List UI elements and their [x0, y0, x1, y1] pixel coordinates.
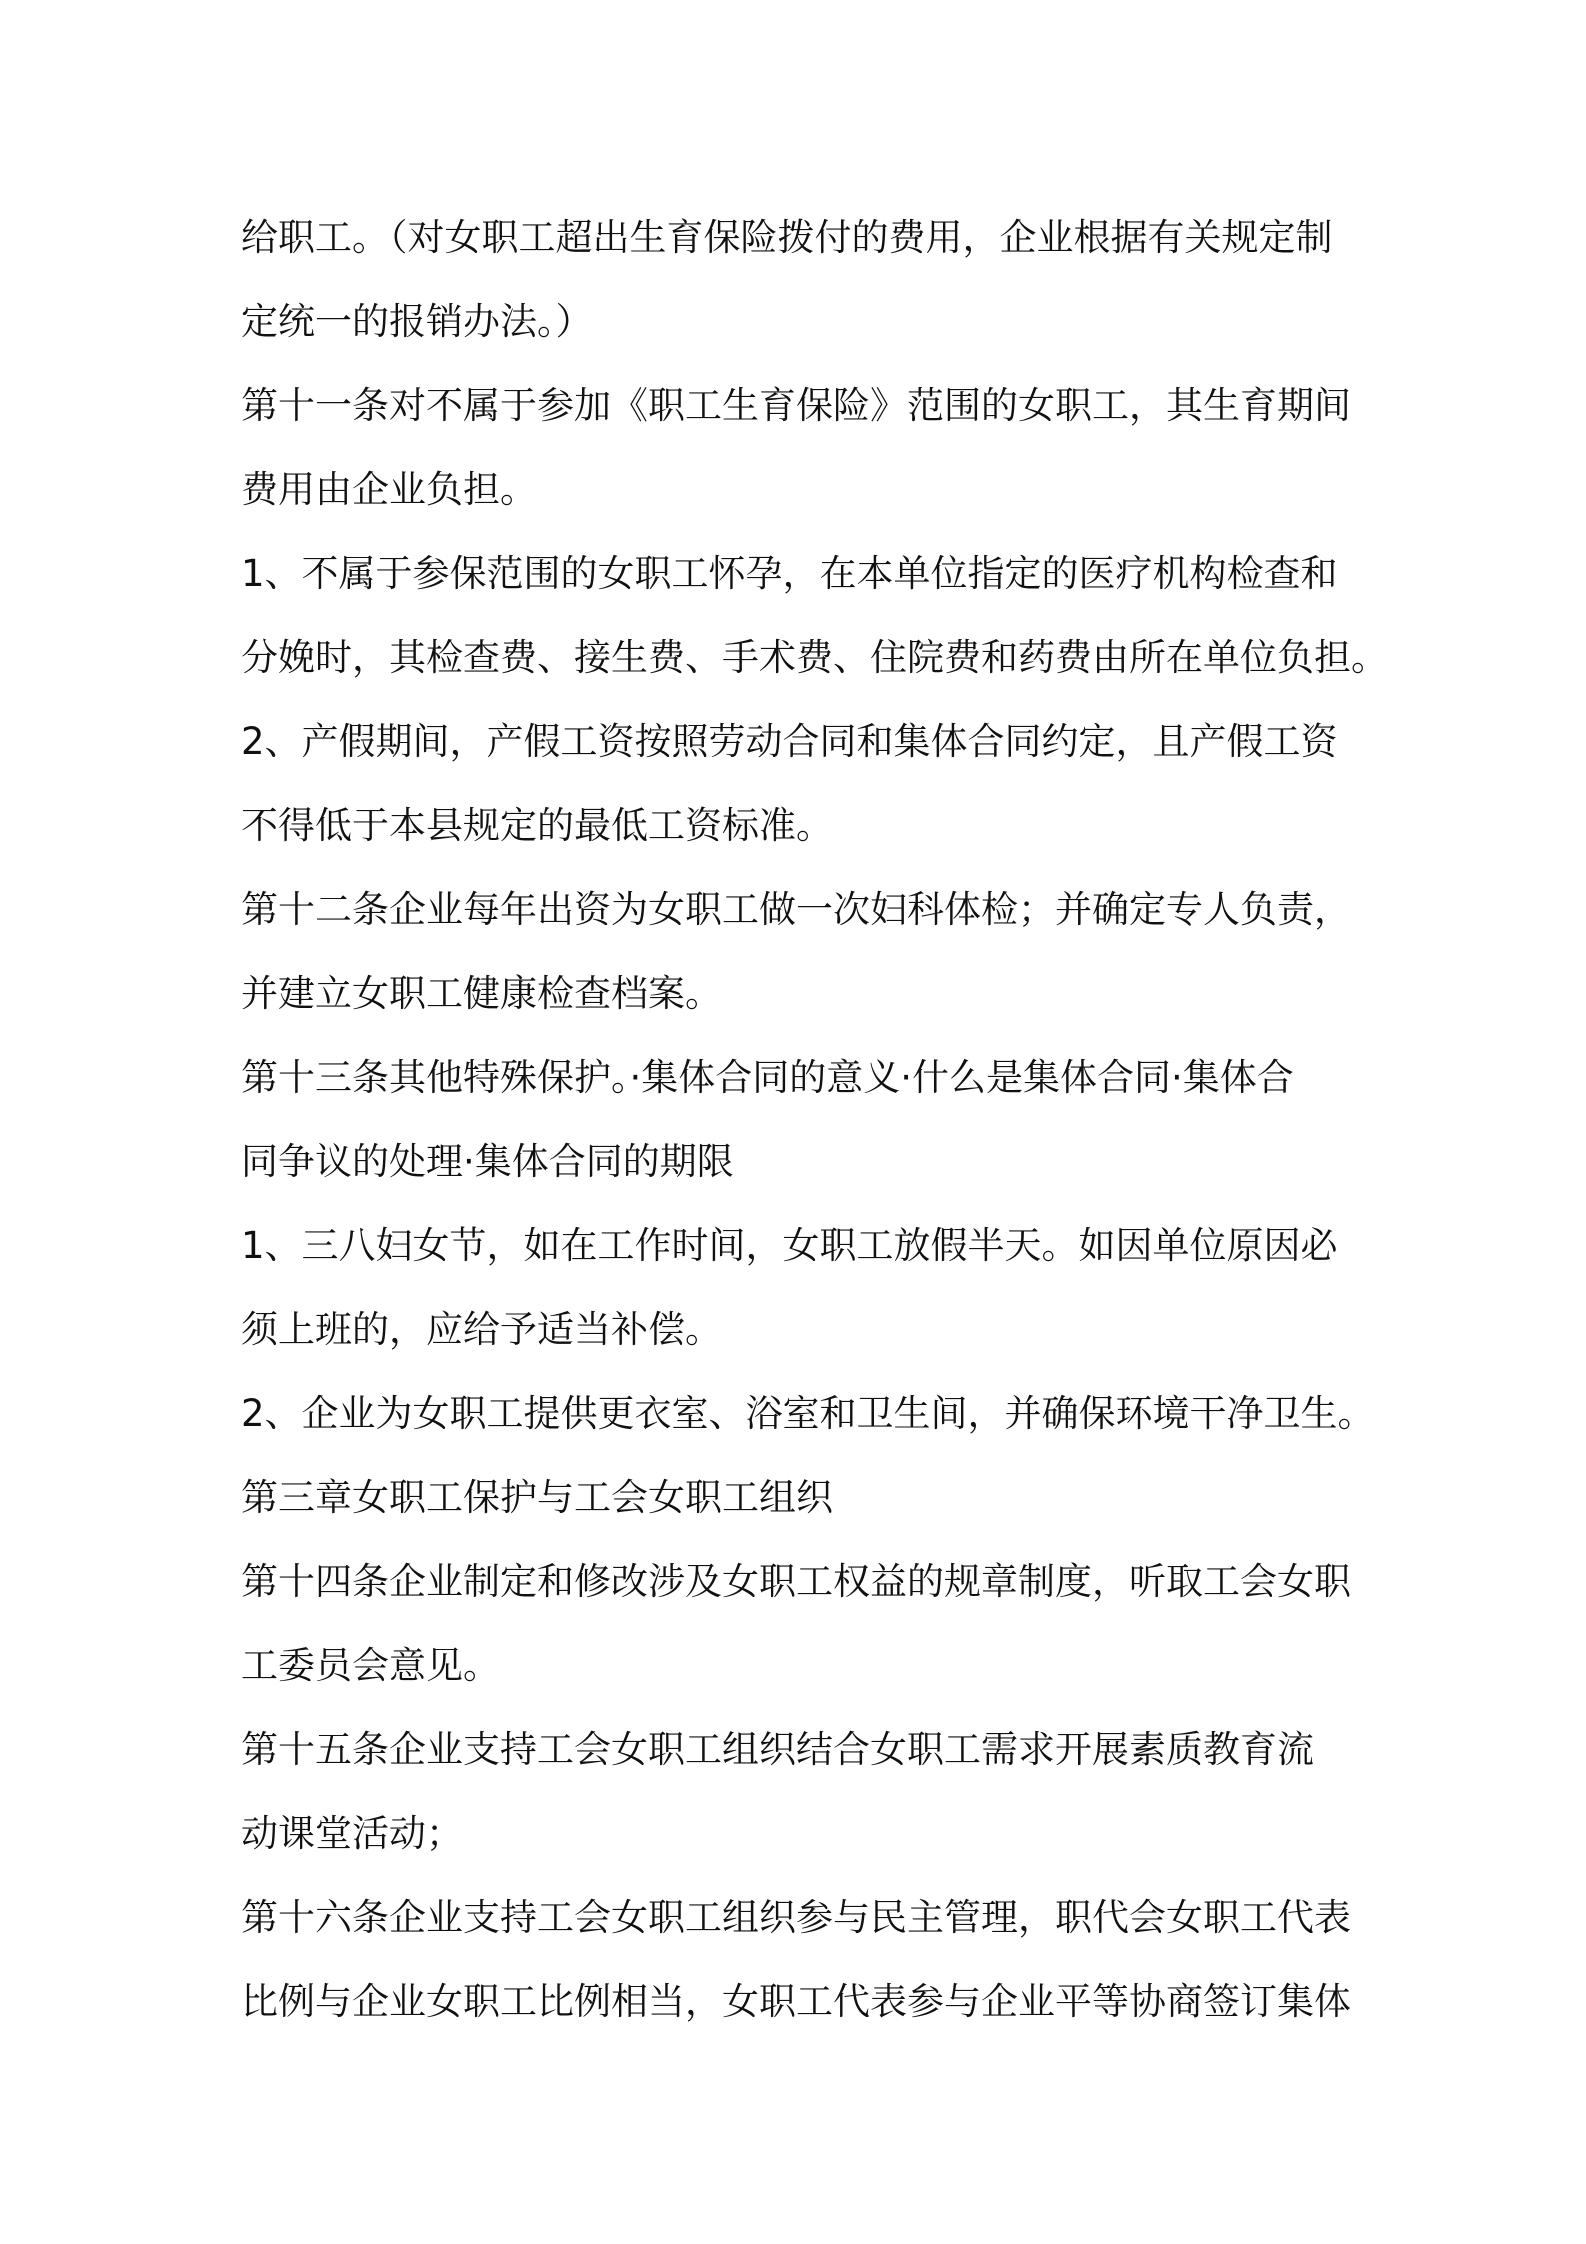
text-line: 费用由企业负担。: [241, 468, 537, 511]
text-line: 工委员会意见。: [241, 1644, 500, 1687]
list-item: 2、产假期间，产假工资按照劳动合同和集体合同约定，且产假工资: [241, 720, 1338, 763]
document-body: [241, 196, 1388, 2044]
text-line: 分娩时，其检查费、接生费、手术费、住院费和药费由所在单位负担。: [241, 636, 1388, 679]
article-12-heading: 第十二条企业每年出资为女职工做一次妇科体检；并确定专人负责，: [241, 888, 1351, 931]
list-item: 2、企业为女职工提供更衣室、浴室和卫生间，并确保环境干净卫生。: [241, 1392, 1375, 1435]
text-line: 定统一的报销办法。）: [241, 300, 593, 343]
article-15-heading: 第十五条企业支持工会女职工组织结合女职工需求开展素质教育流: [241, 1728, 1314, 1771]
text-line: 须上班的，应给予适当补偿。: [241, 1308, 722, 1351]
text-line: 比例与企业女职工比例相当，女职工代表参与企业平等协商签订集体: [241, 1980, 1351, 2023]
article-16-heading: 第十六条企业支持工会女职工组织参与民主管理，职代会女职工代表: [241, 1896, 1351, 1939]
list-item: 1、不属于参保范围的女职工怀孕，在本单位指定的医疗机构检查和: [241, 552, 1338, 595]
list-item: 1、三八妇女节，如在工作时间，女职工放假半天。如因单位原因必: [241, 1224, 1338, 1267]
article-14-heading: 第十四条企业制定和修改涉及女职工权益的规章制度，听取工会女职: [241, 1560, 1351, 1603]
text-line: 不得低于本县规定的最低工资标准。: [241, 804, 833, 847]
text-line: 同争议的处理·集体合同的期限: [241, 1140, 734, 1183]
article-13-heading: 第十三条其他特殊保护。·集体合同的意义·什么是集体合同·集体合: [241, 1056, 1294, 1099]
text-line: 动课堂活动；: [241, 1812, 463, 1855]
article-11-heading: 第十一条对不属于参加《职工生育保险》范围的女职工，其生育期间: [241, 384, 1351, 427]
text-line: 给职工。（对女职工超出生育保险拨付的费用，企业根据有关规定制: [241, 216, 1333, 259]
chapter-3-heading: 第三章女职工保护与工会女职工组织: [241, 1476, 833, 1519]
text-line: 并建立女职工健康检查档案。: [241, 972, 722, 1015]
